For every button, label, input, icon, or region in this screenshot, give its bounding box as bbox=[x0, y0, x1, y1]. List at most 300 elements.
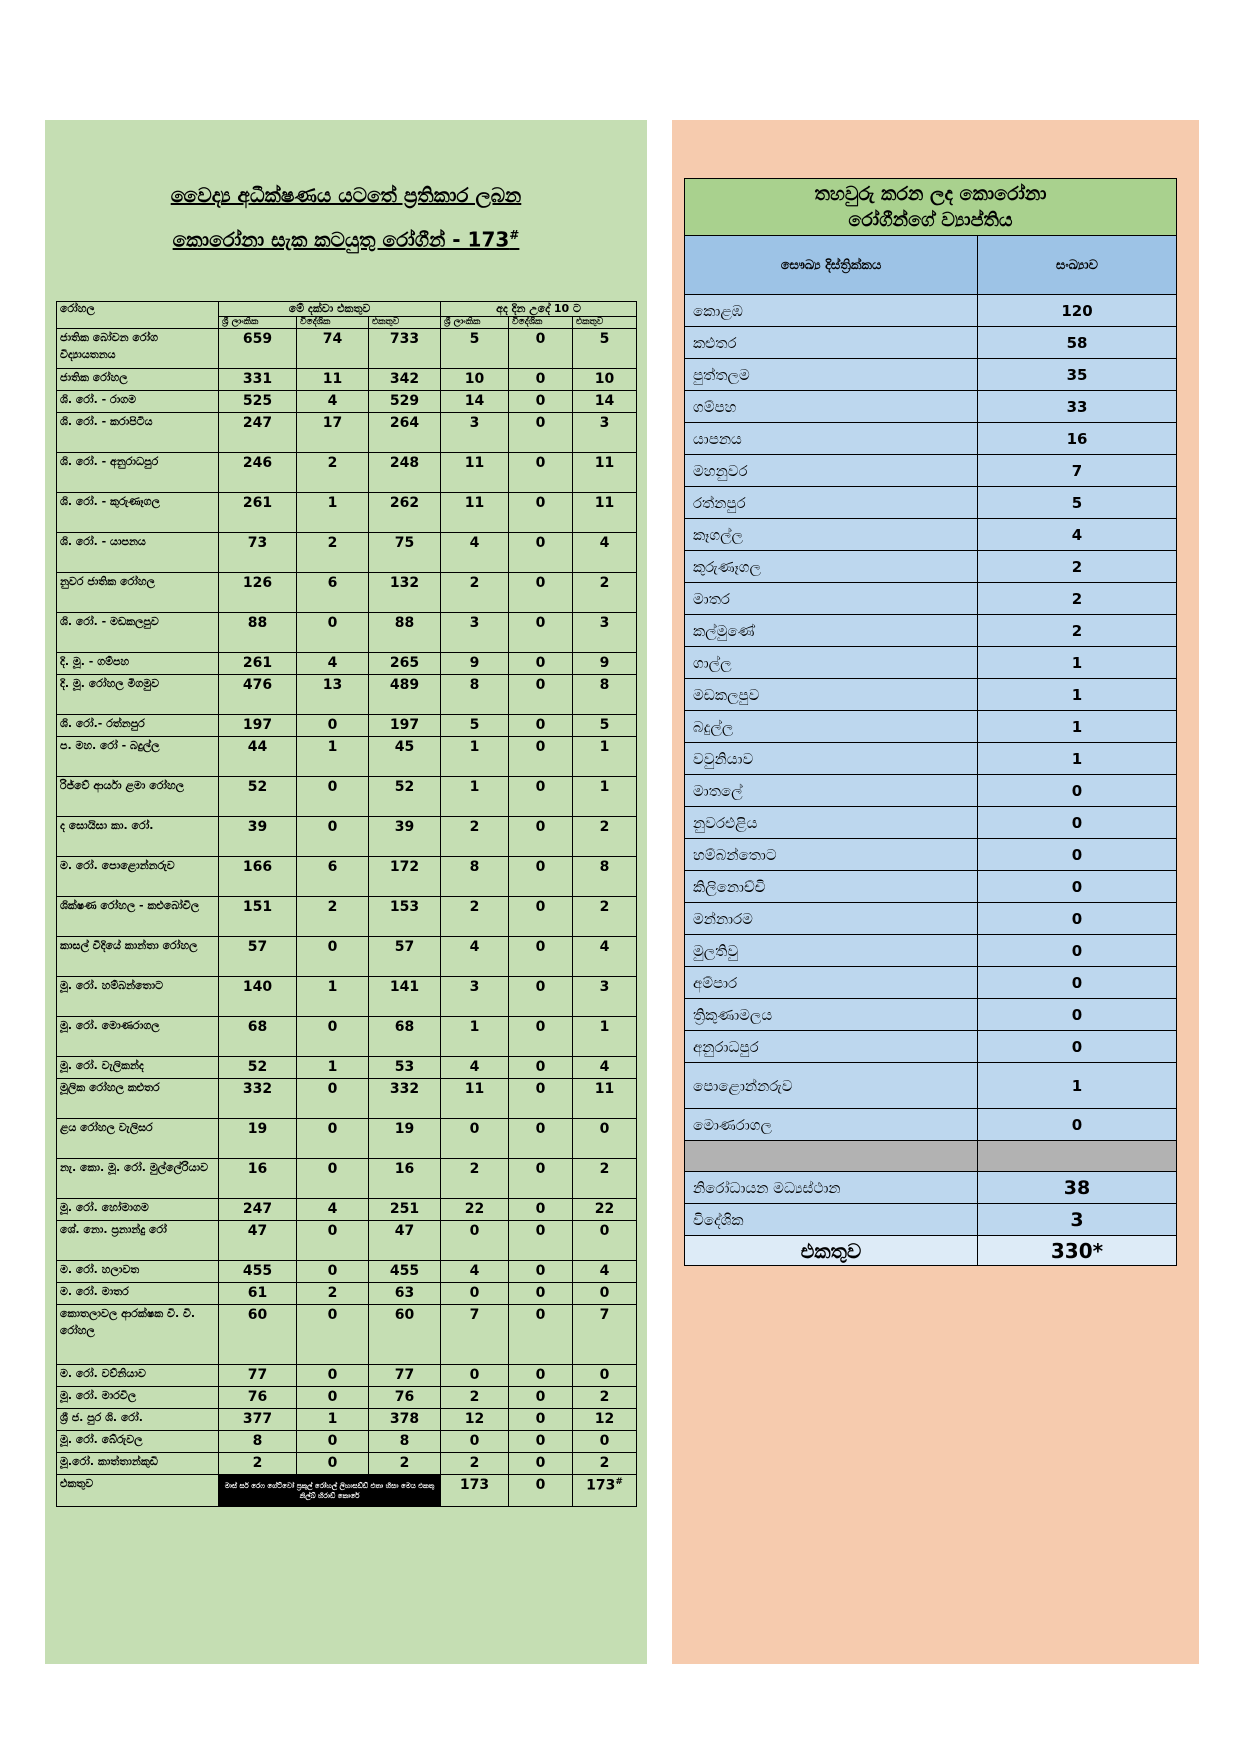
cell-c: 251 bbox=[369, 1199, 441, 1221]
cell-c: 52 bbox=[369, 777, 441, 817]
district-name: මුලතිවු bbox=[685, 935, 978, 967]
cell-c: 342 bbox=[369, 369, 441, 391]
hospital-name: කොතලාවල ආරක්ෂක වි. වි. රෝහල bbox=[57, 1305, 219, 1365]
cell-f: 0 bbox=[573, 1221, 637, 1261]
cell-f: 0 bbox=[573, 1119, 637, 1159]
cell-a: 525 bbox=[219, 391, 297, 413]
cell-b: 0 bbox=[297, 1387, 369, 1409]
col-count: සංඛ්‍යාව bbox=[978, 236, 1177, 295]
district-count: 33 bbox=[978, 391, 1177, 423]
cell-d: 0 bbox=[441, 1119, 509, 1159]
cell-d: 9 bbox=[441, 653, 509, 675]
district-name: කළුතර bbox=[685, 327, 978, 359]
list-item bbox=[685, 967, 1177, 999]
cell-e: 0 bbox=[509, 613, 573, 653]
cell-b: 0 bbox=[297, 777, 369, 817]
table-row bbox=[57, 1119, 637, 1159]
hospital-name: මූලික රෝහල කළුතර bbox=[57, 1079, 219, 1119]
cell-c: 378 bbox=[369, 1409, 441, 1431]
separator-cell bbox=[978, 1141, 1177, 1172]
left-title-text: කොරෝනා සැක කටයුතු රෝගීන් - 173 bbox=[172, 227, 510, 252]
cell-f: 3 bbox=[573, 413, 637, 453]
district-name: හම්බන්තොට bbox=[685, 839, 978, 871]
cell-b: 0 bbox=[297, 1159, 369, 1199]
table-row bbox=[57, 897, 637, 937]
cell-b: 0 bbox=[297, 1431, 369, 1453]
table-row bbox=[57, 817, 637, 857]
table-row bbox=[57, 777, 637, 817]
hospital-name: ශි. රෝ. - කුරුණෑගල bbox=[57, 493, 219, 533]
cell-e: 0 bbox=[509, 391, 573, 413]
cell-c: 53 bbox=[369, 1057, 441, 1079]
cell-f: 2 bbox=[573, 817, 637, 857]
district-count: 1 bbox=[978, 743, 1177, 775]
cell-d: 5 bbox=[441, 329, 509, 369]
cell-d: 1 bbox=[441, 1017, 509, 1057]
cell-d: 4 bbox=[441, 937, 509, 977]
cell-b: 2 bbox=[297, 533, 369, 573]
cell-b: 1 bbox=[297, 977, 369, 1017]
cell-f: 11 bbox=[573, 453, 637, 493]
hospital-name: ශි. රෝ. - අනුරාධපුර bbox=[57, 453, 219, 493]
cell-b: 1 bbox=[297, 1409, 369, 1431]
district-name: කල්මුණේ bbox=[685, 615, 978, 647]
cell-e: 0 bbox=[509, 653, 573, 675]
cell-d: 14 bbox=[441, 391, 509, 413]
hospital-name: මූ. රෝ. වැලිකන්ද bbox=[57, 1057, 219, 1079]
cell-e: 0 bbox=[509, 675, 573, 715]
cell-d: 11 bbox=[441, 1079, 509, 1119]
table-row bbox=[57, 737, 637, 777]
cell-b: 2 bbox=[297, 453, 369, 493]
district-count: 120 bbox=[978, 295, 1177, 327]
district-count: 0 bbox=[978, 839, 1177, 871]
hospital-name: දි. මූ. - ගම්පහ bbox=[57, 653, 219, 675]
cell-c: 8 bbox=[369, 1431, 441, 1453]
cell-d: 4 bbox=[441, 533, 509, 573]
cell-c: 529 bbox=[369, 391, 441, 413]
hospital-name: මූ. රෝ. හම්බන්තොට bbox=[57, 977, 219, 1017]
hospital-name: ශි. රෝ.- රත්නපුර bbox=[57, 715, 219, 737]
cell-d: 2 bbox=[441, 817, 509, 857]
col-total: එකතුව bbox=[369, 317, 441, 329]
table-row bbox=[57, 573, 637, 613]
quarantine-row bbox=[685, 1172, 1177, 1204]
cell-f: 3 bbox=[573, 977, 637, 1017]
table-row bbox=[57, 937, 637, 977]
cell-b: 1 bbox=[297, 493, 369, 533]
cell-b: 0 bbox=[297, 1221, 369, 1261]
cell-c: 77 bbox=[369, 1365, 441, 1387]
table-row bbox=[57, 1261, 637, 1283]
list-item bbox=[685, 423, 1177, 455]
table-row bbox=[57, 369, 637, 391]
cell-a: 8 bbox=[219, 1431, 297, 1453]
cell-d: 1 bbox=[441, 737, 509, 777]
total-label: එකතුව bbox=[57, 1475, 219, 1507]
table-row bbox=[57, 857, 637, 897]
list-item bbox=[685, 1031, 1177, 1063]
cell-e: 0 bbox=[509, 1057, 573, 1079]
cell-c: 153 bbox=[369, 897, 441, 937]
district-name: පුත්තලම bbox=[685, 359, 978, 391]
cell-a: 61 bbox=[219, 1283, 297, 1305]
cell-b: 4 bbox=[297, 1199, 369, 1221]
hospital-name: නැ. කො. මූ. රෝ. මුල්ලේරියාව bbox=[57, 1159, 219, 1199]
district-name: නුවරඑළිය bbox=[685, 807, 978, 839]
cell-a: 476 bbox=[219, 675, 297, 715]
hospital-name: ශික්ෂණ රෝහල - කළුබෝවිල bbox=[57, 897, 219, 937]
table-row bbox=[57, 329, 637, 369]
cell-f: 5 bbox=[573, 329, 637, 369]
col-local: ශ්‍රී ලාංකික bbox=[219, 317, 297, 329]
cell-e: 0 bbox=[509, 1079, 573, 1119]
cell-a: 19 bbox=[219, 1119, 297, 1159]
district-count: 16 bbox=[978, 423, 1177, 455]
list-item bbox=[685, 871, 1177, 903]
list-item bbox=[685, 455, 1177, 487]
cell-f: 2 bbox=[573, 897, 637, 937]
cell-b: 17 bbox=[297, 413, 369, 453]
cell-f: 4 bbox=[573, 1057, 637, 1079]
list-item bbox=[685, 295, 1177, 327]
left-title-mark: # bbox=[509, 228, 520, 242]
cell-c: 63 bbox=[369, 1283, 441, 1305]
cell-c: 47 bbox=[369, 1221, 441, 1261]
cell-a: 77 bbox=[219, 1365, 297, 1387]
cell-e: 0 bbox=[509, 857, 573, 897]
table-row bbox=[57, 1221, 637, 1261]
col-foreign: විදේශික bbox=[297, 317, 369, 329]
cell-a: 73 bbox=[219, 533, 297, 573]
hospital-name: ජාතික බෝවන රෝග විද්‍යායතනය bbox=[57, 329, 219, 369]
cell-e: 0 bbox=[509, 715, 573, 737]
district-count: 5 bbox=[978, 487, 1177, 519]
cell-e: 0 bbox=[509, 1221, 573, 1261]
foreign-count: 3 bbox=[978, 1204, 1177, 1236]
cell-f: 1 bbox=[573, 777, 637, 817]
cell-b: 11 bbox=[297, 369, 369, 391]
cell-f: 5 bbox=[573, 715, 637, 737]
hospital-name: ම. රෝ. හලාවත bbox=[57, 1261, 219, 1283]
cell-b: 4 bbox=[297, 391, 369, 413]
col-today-total: එකතුව bbox=[573, 317, 637, 329]
cell-b: 0 bbox=[297, 1119, 369, 1159]
cell-c: 132 bbox=[369, 573, 441, 613]
district-name: රත්නපුර bbox=[685, 487, 978, 519]
cell-d: 4 bbox=[441, 1261, 509, 1283]
district-name: ගාල්ල bbox=[685, 647, 978, 679]
cell-c: 733 bbox=[369, 329, 441, 369]
cell-b: 4 bbox=[297, 653, 369, 675]
list-item bbox=[685, 999, 1177, 1031]
table-row bbox=[57, 493, 637, 533]
district-name: මාතලේ bbox=[685, 775, 978, 807]
cell-a: 261 bbox=[219, 493, 297, 533]
cell-c: 141 bbox=[369, 977, 441, 1017]
cell-a: 57 bbox=[219, 937, 297, 977]
table-row bbox=[57, 1453, 637, 1475]
hospital-name: ම. රෝ. මාතර bbox=[57, 1283, 219, 1305]
district-count: 7 bbox=[978, 455, 1177, 487]
district-name: බදුල්ල bbox=[685, 711, 978, 743]
cell-d: 2 bbox=[441, 897, 509, 937]
list-item bbox=[685, 391, 1177, 423]
cell-c: 88 bbox=[369, 613, 441, 653]
list-item bbox=[685, 711, 1177, 743]
district-name: කෑගල්ල bbox=[685, 519, 978, 551]
total-label-right: එකතුව bbox=[685, 1236, 978, 1266]
district-count: 1 bbox=[978, 647, 1177, 679]
district-count: 0 bbox=[978, 903, 1177, 935]
total-today-local: 173 bbox=[441, 1475, 509, 1507]
total-row bbox=[685, 1236, 1177, 1266]
total-count: 330* bbox=[978, 1236, 1177, 1266]
cell-a: 126 bbox=[219, 573, 297, 613]
cell-e: 0 bbox=[509, 1199, 573, 1221]
cell-b: 13 bbox=[297, 675, 369, 715]
cell-e: 0 bbox=[509, 533, 573, 573]
cell-f: 0 bbox=[573, 1365, 637, 1387]
hospital-name: මූ.රෝ. කාත්තාන්කුඩි bbox=[57, 1453, 219, 1475]
table-row bbox=[57, 1199, 637, 1221]
cell-a: 47 bbox=[219, 1221, 297, 1261]
cell-b: 0 bbox=[297, 613, 369, 653]
district-count: 1 bbox=[978, 679, 1177, 711]
list-item bbox=[685, 935, 1177, 967]
district-count: 0 bbox=[978, 871, 1177, 903]
table-row bbox=[57, 413, 637, 453]
table-row bbox=[57, 1387, 637, 1409]
cell-e: 0 bbox=[509, 977, 573, 1017]
table-row bbox=[57, 391, 637, 413]
cell-d: 8 bbox=[441, 857, 509, 897]
cell-f: 0 bbox=[573, 1283, 637, 1305]
cell-c: 76 bbox=[369, 1387, 441, 1409]
separator-cell bbox=[685, 1141, 978, 1172]
hospital-name: දි. මූ. රෝහල මීගමුව bbox=[57, 675, 219, 715]
cell-c: 68 bbox=[369, 1017, 441, 1057]
cell-a: 247 bbox=[219, 413, 297, 453]
district-count: 0 bbox=[978, 935, 1177, 967]
cell-d: 12 bbox=[441, 1409, 509, 1431]
cell-f: 2 bbox=[573, 573, 637, 613]
table-row bbox=[57, 1365, 637, 1387]
cell-a: 331 bbox=[219, 369, 297, 391]
cell-e: 0 bbox=[509, 369, 573, 391]
cell-c: 19 bbox=[369, 1119, 441, 1159]
table-row bbox=[57, 977, 637, 1017]
cell-f: 3 bbox=[573, 613, 637, 653]
district-name: මහනුවර bbox=[685, 455, 978, 487]
cell-d: 1 bbox=[441, 777, 509, 817]
hospital-name: නුවර ජාතික රෝහල bbox=[57, 573, 219, 613]
district-count: 0 bbox=[978, 1109, 1177, 1141]
cell-d: 3 bbox=[441, 977, 509, 1017]
cell-e: 0 bbox=[509, 1365, 573, 1387]
cell-f: 0 bbox=[573, 1431, 637, 1453]
cell-a: 455 bbox=[219, 1261, 297, 1283]
total-mark: # bbox=[615, 1477, 623, 1487]
cell-f: 4 bbox=[573, 533, 637, 573]
table-row bbox=[57, 1079, 637, 1119]
district-count: 2 bbox=[978, 551, 1177, 583]
cell-a: 68 bbox=[219, 1017, 297, 1057]
cell-d: 3 bbox=[441, 413, 509, 453]
cell-c: 39 bbox=[369, 817, 441, 857]
cell-a: 332 bbox=[219, 1079, 297, 1119]
hospital-name: මූ. රෝ. මොණරාගල bbox=[57, 1017, 219, 1057]
cell-d: 22 bbox=[441, 1199, 509, 1221]
cell-e: 0 bbox=[509, 817, 573, 857]
cell-e: 0 bbox=[509, 1119, 573, 1159]
district-table-body bbox=[685, 179, 1177, 1266]
list-item bbox=[685, 327, 1177, 359]
list-item bbox=[685, 903, 1177, 935]
cell-b: 2 bbox=[297, 1283, 369, 1305]
hospital-name: ශි. රෝ. - මඩකලපුව bbox=[57, 613, 219, 653]
list-item bbox=[685, 519, 1177, 551]
cell-c: 57 bbox=[369, 937, 441, 977]
cell-e: 0 bbox=[509, 413, 573, 453]
cell-c: 248 bbox=[369, 453, 441, 493]
cell-a: 246 bbox=[219, 453, 297, 493]
district-count: 4 bbox=[978, 519, 1177, 551]
cell-b: 0 bbox=[297, 1365, 369, 1387]
district-name: පොළොන්නරුව bbox=[685, 1063, 978, 1109]
district-name: කිලිනොච්චි bbox=[685, 871, 978, 903]
cell-f: 4 bbox=[573, 937, 637, 977]
cell-a: 60 bbox=[219, 1305, 297, 1365]
cell-c: 75 bbox=[369, 533, 441, 573]
cell-f: 1 bbox=[573, 1017, 637, 1057]
district-count: 0 bbox=[978, 967, 1177, 999]
list-item bbox=[685, 1063, 1177, 1109]
cell-f: 14 bbox=[573, 391, 637, 413]
cell-d: 2 bbox=[441, 1159, 509, 1199]
list-item bbox=[685, 807, 1177, 839]
cell-c: 172 bbox=[369, 857, 441, 897]
cell-f: 11 bbox=[573, 1079, 637, 1119]
table-row bbox=[57, 1409, 637, 1431]
cell-a: 76 bbox=[219, 1387, 297, 1409]
hospital-name: ප. මහ. රෝ - බදුල්ල bbox=[57, 737, 219, 777]
cell-f: 2 bbox=[573, 1453, 637, 1475]
table-row bbox=[57, 1431, 637, 1453]
quarantine-label: නිරෝධායන මධ්‍යස්ථාන bbox=[685, 1172, 978, 1204]
cell-e: 0 bbox=[509, 1017, 573, 1057]
hospital-name: රිජ්වේ ආර්යා ළමා රෝහල bbox=[57, 777, 219, 817]
cell-b: 0 bbox=[297, 1017, 369, 1057]
cell-b: 0 bbox=[297, 937, 369, 977]
district-name: කුරුණෑගල bbox=[685, 551, 978, 583]
col-group-today: අද දින උදේ 10 ට bbox=[441, 302, 637, 317]
cell-d: 11 bbox=[441, 493, 509, 533]
cell-a: 44 bbox=[219, 737, 297, 777]
total-today-total bbox=[573, 1475, 637, 1507]
table-row bbox=[57, 715, 637, 737]
cell-c: 265 bbox=[369, 653, 441, 675]
cell-a: 2 bbox=[219, 1453, 297, 1475]
cell-e: 0 bbox=[509, 937, 573, 977]
cell-c: 197 bbox=[369, 715, 441, 737]
cell-f: 2 bbox=[573, 1387, 637, 1409]
hospital-name: ශි. රෝ. - යාපනය bbox=[57, 533, 219, 573]
list-item bbox=[685, 487, 1177, 519]
cell-a: 166 bbox=[219, 857, 297, 897]
cell-b: 0 bbox=[297, 715, 369, 737]
cell-a: 659 bbox=[219, 329, 297, 369]
cell-b: 2 bbox=[297, 897, 369, 937]
cell-e: 0 bbox=[509, 453, 573, 493]
hospital-name: ද සොයිසා කා. රෝ. bbox=[57, 817, 219, 857]
table-row bbox=[57, 453, 637, 493]
cell-e: 0 bbox=[509, 493, 573, 533]
cell-a: 52 bbox=[219, 1057, 297, 1079]
table-row bbox=[57, 1159, 637, 1199]
col-hospital: රෝහල bbox=[57, 302, 219, 329]
district-name: ගම්පහ bbox=[685, 391, 978, 423]
cell-e: 0 bbox=[509, 329, 573, 369]
cell-a: 16 bbox=[219, 1159, 297, 1199]
table-row bbox=[57, 1283, 637, 1305]
cell-e: 0 bbox=[509, 1305, 573, 1365]
district-name: මොණරාගල bbox=[685, 1109, 978, 1141]
table-row bbox=[57, 613, 637, 653]
cell-f: 1 bbox=[573, 737, 637, 777]
cell-d: 7 bbox=[441, 1305, 509, 1365]
cell-d: 2 bbox=[441, 1387, 509, 1409]
cell-d: 0 bbox=[441, 1221, 509, 1261]
cell-b: 0 bbox=[297, 1079, 369, 1119]
list-item bbox=[685, 359, 1177, 391]
cell-f: 12 bbox=[573, 1409, 637, 1431]
district-count: 35 bbox=[978, 359, 1177, 391]
cell-f: 11 bbox=[573, 493, 637, 533]
district-name: මන්නාරම bbox=[685, 903, 978, 935]
district-count: 2 bbox=[978, 583, 1177, 615]
district-count: 58 bbox=[978, 327, 1177, 359]
district-count: 0 bbox=[978, 807, 1177, 839]
cell-b: 0 bbox=[297, 1453, 369, 1475]
list-item bbox=[685, 775, 1177, 807]
foreign-label: විදේශික bbox=[685, 1204, 978, 1236]
cell-b: 1 bbox=[297, 737, 369, 777]
cell-e: 0 bbox=[509, 737, 573, 777]
cell-f: 2 bbox=[573, 1159, 637, 1199]
cell-c: 16 bbox=[369, 1159, 441, 1199]
cell-a: 140 bbox=[219, 977, 297, 1017]
hospital-table-body bbox=[57, 329, 637, 1475]
cell-e: 0 bbox=[509, 1387, 573, 1409]
cell-c: 2 bbox=[369, 1453, 441, 1475]
cell-e: 0 bbox=[509, 1159, 573, 1199]
list-item bbox=[685, 679, 1177, 711]
cell-f: 8 bbox=[573, 857, 637, 897]
hospital-name: කාසල් වීදියේ කාන්තා රෝහල bbox=[57, 937, 219, 977]
cell-b: 6 bbox=[297, 857, 369, 897]
list-item bbox=[685, 647, 1177, 679]
table-row bbox=[57, 1057, 637, 1079]
list-item bbox=[685, 615, 1177, 647]
cell-e: 0 bbox=[509, 1283, 573, 1305]
hospital-name: ළය රෝහල වැලිසර bbox=[57, 1119, 219, 1159]
hospital-name: ජාතික රෝහල bbox=[57, 369, 219, 391]
cell-e: 0 bbox=[509, 777, 573, 817]
foreign-row bbox=[685, 1204, 1177, 1236]
col-today-foreign: විදේශික bbox=[509, 317, 573, 329]
district-name: මාතර bbox=[685, 583, 978, 615]
